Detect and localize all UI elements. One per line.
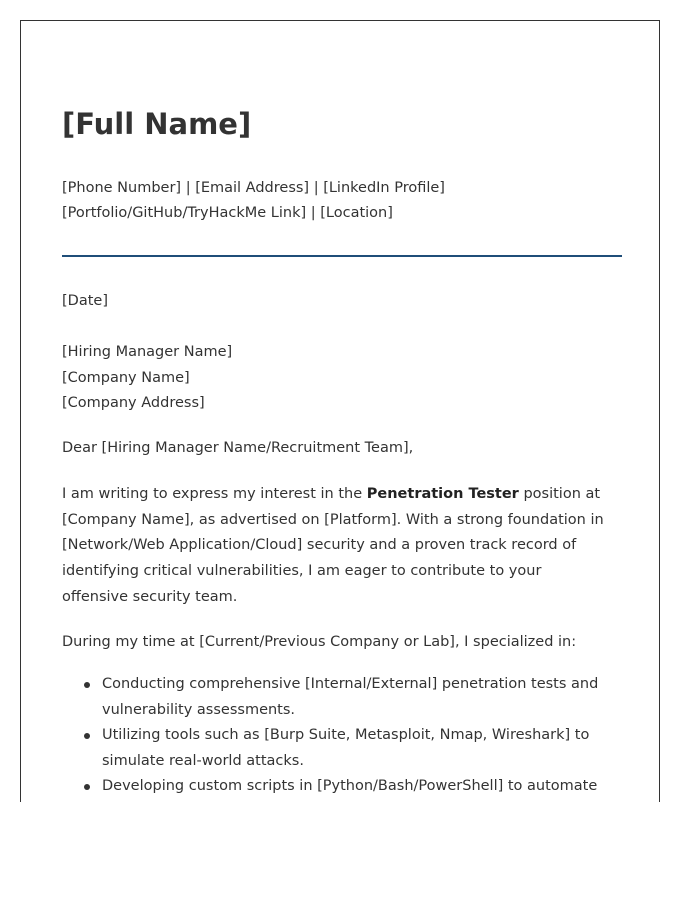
bullet-icon [84,733,90,739]
experience-paragraph: During my time at [Current/Previous Company or Lab], I specialized in: [62,634,577,650]
document-page [20,20,660,802]
recipient-address: [Company Address] [62,395,205,411]
list-item [62,774,602,800]
list-item [62,672,602,723]
contact-info [62,176,622,226]
letter-date: [Date] [62,293,108,309]
list-item-text: Utilizing tools such as [Burp Suite, Metasploit, Nmap, Wireshark] to simulate real-world attacks. [102,727,590,769]
header-divider [62,255,622,257]
recipient-company: [Company Name] [62,369,190,386]
recipient-block [62,340,232,417]
list-item-text: Conducting comprehensive [Internal/External] penetration tests and vulnerability assessments. [102,676,599,718]
position-title: Penetration Tester [366,486,519,502]
salutation: Dear [Hiring Manager Name/Recruitment Team], [62,440,414,456]
recipient-name: [Hiring Manager Name] [62,344,233,360]
intro-text-rest: position at [Company Name], as advertised on [Platform]. With a strong foundation in [Network/Web Application/Cloud] security and a proven track record of identifying critical vulnerabilities, I am eager to contribute to your offensive security team. [62,486,604,605]
contact-line-2: [Portfolio/GitHub/TryHackMe Link] | [Location] [62,205,393,221]
list-item [62,723,602,774]
list-item-text: Developing custom scripts in [Python/Bash/PowerShell] to automate [102,778,598,794]
intro-paragraph [62,482,607,611]
contact-line-1: [Phone Number] | [Email Address] | [LinkedIn Profile] [62,180,445,196]
bullet-icon [84,682,90,688]
full-name-heading: [Full Name] [62,107,252,141]
bullet-icon [84,784,90,790]
skills-list [62,672,622,800]
intro-text-start: I am writing to express my interest in the [62,486,367,502]
